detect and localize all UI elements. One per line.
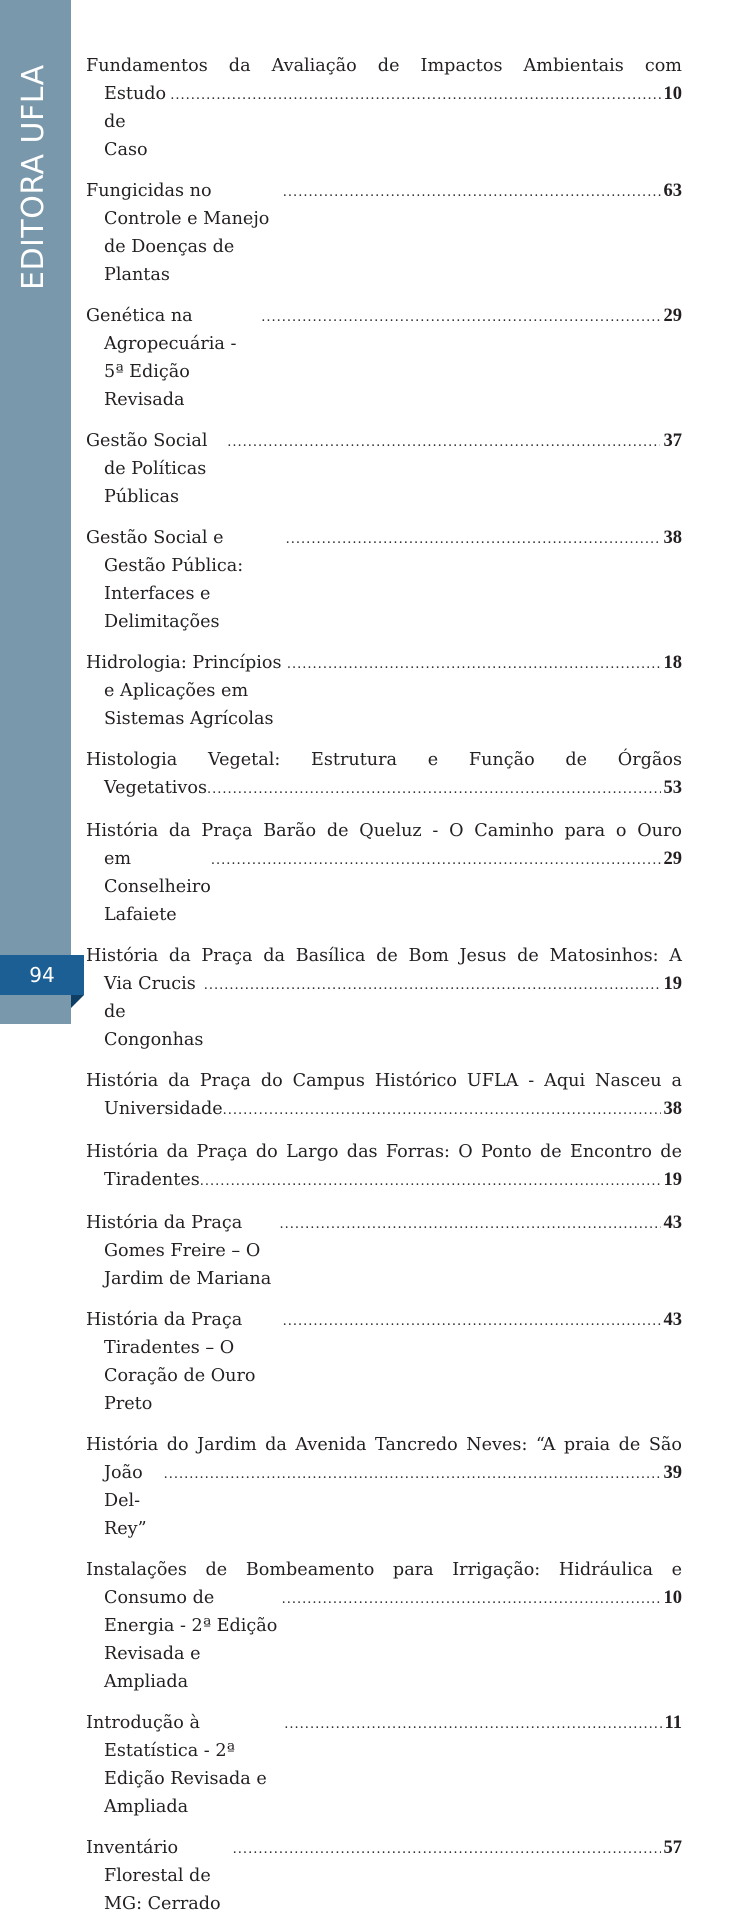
dot-leader <box>204 972 661 1000</box>
toc-entry[interactable] <box>86 817 682 929</box>
toc-entry[interactable] <box>86 649 682 733</box>
entry-title: Introdução à Estatística - 2ª Edição Revisada e Ampliada <box>86 1713 267 1817</box>
dot-leader <box>233 1836 661 1864</box>
entry-page: 10 <box>663 1588 682 1608</box>
dot-leader <box>283 179 661 207</box>
entry-title: Inventário Florestal de MG: Cerrado <box>86 1838 221 1914</box>
toc-entry[interactable] <box>86 177 682 289</box>
entry-title-line2: Tiradentes <box>104 1170 200 1190</box>
page-number: 94 <box>29 963 55 987</box>
dot-leader <box>280 1211 661 1239</box>
toc-entry[interactable] <box>86 302 682 414</box>
entry-title-line1: Histologia Vegetal: Estrutura e Função de Órgãos <box>86 750 682 770</box>
entry-title-line1: História do Jardim da Avenida Tancredo Neves: “A praia de São <box>86 1435 682 1455</box>
entry-page: 18 <box>663 653 682 673</box>
entry-page: 11 <box>664 1713 682 1733</box>
entry-page: 57 <box>663 1838 682 1858</box>
entry-title-line1: História da Praça do Campus Histórico UFLA - Aqui Nasceu a <box>86 1071 682 1091</box>
entry-title: História da Praça Gomes Freire – O Jardim de Mariana <box>86 1213 272 1289</box>
table-of-contents <box>86 52 682 1931</box>
entry-title: Genética na Agropecuária - 5ª Edição Revisada <box>86 306 237 410</box>
dot-leader <box>287 651 661 679</box>
dot-leader <box>261 304 660 332</box>
entry-page: 37 <box>663 431 682 451</box>
entry-title-line1: Fundamentos da Avaliação de Impactos Ambientais com <box>86 56 682 76</box>
dot-leader <box>283 1308 661 1336</box>
toc-entry[interactable] <box>86 942 682 1054</box>
dot-leader <box>284 1711 661 1739</box>
entry-page: 38 <box>663 1099 682 1119</box>
dot-leader <box>200 1168 661 1196</box>
entry-title: Gestão Social de Políticas Públicas <box>86 431 208 507</box>
dot-leader <box>211 847 661 875</box>
dot-leader <box>223 1097 661 1125</box>
entry-page: 63 <box>663 181 682 201</box>
entry-title-line2: Via Crucis de Congonhas <box>104 974 204 1050</box>
entry-page: 19 <box>663 1170 682 1190</box>
entry-title-line2: Estudo de Caso <box>104 84 167 160</box>
toc-entry[interactable] <box>86 524 682 636</box>
entry-title-line2: em Conselheiro Lafaiete <box>104 849 211 925</box>
entry-title-line1: História da Praça do Largo das Forras: O Ponto de Encontro de <box>86 1142 682 1162</box>
entry-title-line2: João Del-Rey” <box>104 1463 147 1539</box>
dot-leader <box>207 776 661 804</box>
entry-title-line2: Universidade <box>104 1099 223 1119</box>
toc-entry[interactable] <box>86 1209 682 1293</box>
dot-leader <box>227 429 660 457</box>
entry-title: Hidrologia: Princípios e Aplicações em Sistemas Agrícolas <box>86 653 282 729</box>
publisher-name: EDITORA UFLA <box>16 64 51 290</box>
toc-entry[interactable] <box>86 1834 682 1918</box>
sidebar <box>0 0 71 1024</box>
entry-page: 39 <box>663 1463 682 1483</box>
entry-title: Fungicidas no Controle e Manejo de Doenças de Plantas <box>86 181 270 285</box>
entry-title-line1: Instalações de Bombeamento para Irrigação: Hidráulica e <box>86 1560 682 1580</box>
entry-title-line1: História da Praça Barão de Queluz - O Caminho para o Ouro <box>86 821 682 841</box>
entry-title-line1: História da Praça da Basílica de Bom Jesus de Matosinhos: A <box>86 946 682 966</box>
entry-page: 38 <box>663 528 682 548</box>
entry-title-line2: Consumo de Energia - 2ª Edição Revisada e Ampliada <box>104 1588 278 1692</box>
entry-page: 29 <box>663 306 682 326</box>
toc-entry[interactable] <box>86 1138 682 1196</box>
entry-page: 53 <box>663 778 682 798</box>
entry-page: 10 <box>663 84 682 104</box>
dot-leader <box>286 526 661 554</box>
toc-entry[interactable] <box>86 1067 682 1125</box>
entry-page: 29 <box>663 849 682 869</box>
entry-title: Gestão Social e Gestão Pública: Interfaces e Delimitações <box>86 528 244 632</box>
toc-entry[interactable] <box>86 1556 682 1696</box>
toc-entry[interactable] <box>86 1431 682 1543</box>
toc-entry[interactable] <box>86 52 682 164</box>
toc-entry[interactable] <box>86 1306 682 1418</box>
entry-page: 43 <box>663 1310 682 1330</box>
dot-leader <box>164 1461 661 1489</box>
toc-entry[interactable] <box>86 746 682 804</box>
toc-entry[interactable] <box>86 427 682 511</box>
toc-entry[interactable] <box>86 1709 682 1821</box>
entry-title: História da Praça Tiradentes – O Coração de Ouro Preto <box>86 1310 256 1414</box>
dot-leader <box>170 82 660 110</box>
entry-page: 43 <box>663 1213 682 1233</box>
entry-page: 19 <box>663 974 682 994</box>
entry-title-line2: Vegetativos <box>104 778 207 798</box>
page-number-tab <box>0 955 84 995</box>
dot-leader <box>282 1586 661 1614</box>
